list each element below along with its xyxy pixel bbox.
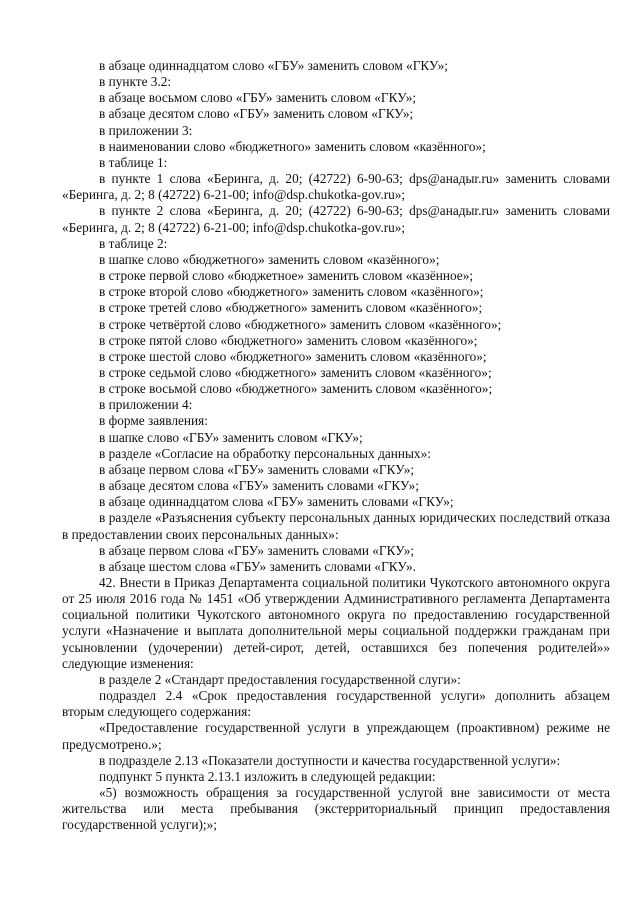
- paragraph: в форме заявления:: [99, 413, 208, 429]
- paragraph: «Предоставление государственной услуги в упреждающем (проактивном) режиме не предусмотрено.»;: [62, 720, 610, 752]
- paragraph: в пункте 1 слова «Беринга, д. 20; (42722) 6-90-63; dps@анадыr.ru» заменить словами «Беринга, д. 2; 8 (42722) 6-21-00; info@dsp.chukotka-gov.ru»;: [62, 171, 610, 203]
- paragraph: в разделе 2 «Стандарт предоставления государственной слуги»:: [99, 671, 461, 687]
- paragraph: в разделе «Согласие на обработку персональных данных»:: [99, 445, 431, 461]
- paragraph: в абзаце десятом слова «ГБУ» заменить словами «ГКУ»;: [99, 478, 419, 494]
- paragraph: подпункт 5 пункта 2.13.1 изложить в следующей редакции:: [99, 768, 436, 784]
- paragraph: в приложении 3:: [99, 122, 193, 138]
- paragraph: в разделе «Разъяснения субъекту персональных данных юридических последствий отказа в предоставлении своих персональных данных»:: [62, 510, 610, 542]
- paragraph: в таблице 1:: [99, 154, 168, 170]
- paragraph: в строке второй слово «бюджетного» заменить словом «казённого»;: [99, 284, 484, 300]
- paragraph: в абзаце одиннадцатом слова «ГБУ» заменить словами «ГКУ»;: [99, 494, 454, 510]
- paragraph: в абзаце одиннадцатом слово «ГБУ» заменить словом «ГКУ»;: [99, 58, 448, 73]
- paragraph: в таблице 2:: [99, 235, 168, 251]
- paragraph: 42. Внести в Приказ Департамента социальной политики Чукотского автономного округа от 25 июля 2016 года № 1451 «Об утверждении Административного регламента Департамента социальной политики Чукотского автономного округа по предоставлению государственной услуги «Назначение и выплата дополнительной меры социальной поддержки гражданам при усыновлении (удочерении) детей-сирот, детей, оставшихся без попечения родителей»» следующие изменения:: [62, 575, 610, 671]
- paragraph: в наименовании слово «бюджетного» заменить словом «казённого»;: [99, 138, 486, 154]
- paragraph: «5) возможность обращения за государственной услугой вне зависимости от места жительства или места пребывания (экстерриториальный принцип предоставления государственной услуги);»;: [62, 785, 610, 833]
- paragraph: в строке пятой слово «бюджетного» заменить словом «казённого»;: [99, 332, 478, 348]
- paragraph: подраздел 2.4 «Срок предоставления государственной услуги» дополнить абзацем вторым следующего содержания:: [62, 688, 610, 720]
- paragraph: в шапке слово «бюджетного» заменить словом «казённого»;: [99, 251, 440, 267]
- paragraph: в строке шестой слово «бюджетного» заменить словом «казённого»;: [99, 348, 487, 364]
- paragraph: в строке восьмой слово «бюджетного» заменить словом «казённого»;: [99, 381, 493, 397]
- paragraph: в строке седьмой слово «бюджетного» заменить словом «казённого»;: [99, 364, 492, 380]
- paragraph: в абзаце восьмом слово «ГБУ» заменить словом «ГКУ»;: [99, 90, 417, 106]
- paragraph: в приложении 4:: [99, 397, 193, 413]
- document-body: [62, 58, 610, 834]
- paragraph: в абзаце шестом слова «ГБУ» заменить словами «ГКУ».: [99, 558, 416, 574]
- paragraph: в шапке слово «ГБУ» заменить словом «ГКУ»;: [99, 429, 363, 445]
- paragraph: в пункте 3.2:: [99, 74, 172, 90]
- paragraph: в строке третей слово «бюджетного» заменить словом «казённого»;: [99, 300, 483, 316]
- paragraph: в пункте 2 слова «Беринга, д. 20; (42722) 6-90-63; dps@анадыr.ru» заменить словами «Беринга, д. 2; 8 (42722) 6-21-00; info@dsp.chukotka-gov.ru»;: [62, 203, 610, 235]
- paragraph: в строке первой слово «бюджетное» заменить словом «казённое»;: [99, 268, 474, 284]
- paragraph: в абзаце первом слова «ГБУ» заменить словами «ГКУ»;: [99, 542, 415, 558]
- paragraph: в абзаце первом слова «ГБУ» заменить словами «ГКУ»;: [99, 461, 415, 477]
- paragraph: в подразделе 2.13 «Показатели доступности и качества государственной услуги»:: [99, 752, 561, 768]
- paragraph: в строке четвёртой слово «бюджетного» заменить словом «казённого»;: [99, 316, 502, 332]
- paragraph: в абзаце десятом слово «ГБУ» заменить словом «ГКУ»;: [99, 106, 414, 122]
